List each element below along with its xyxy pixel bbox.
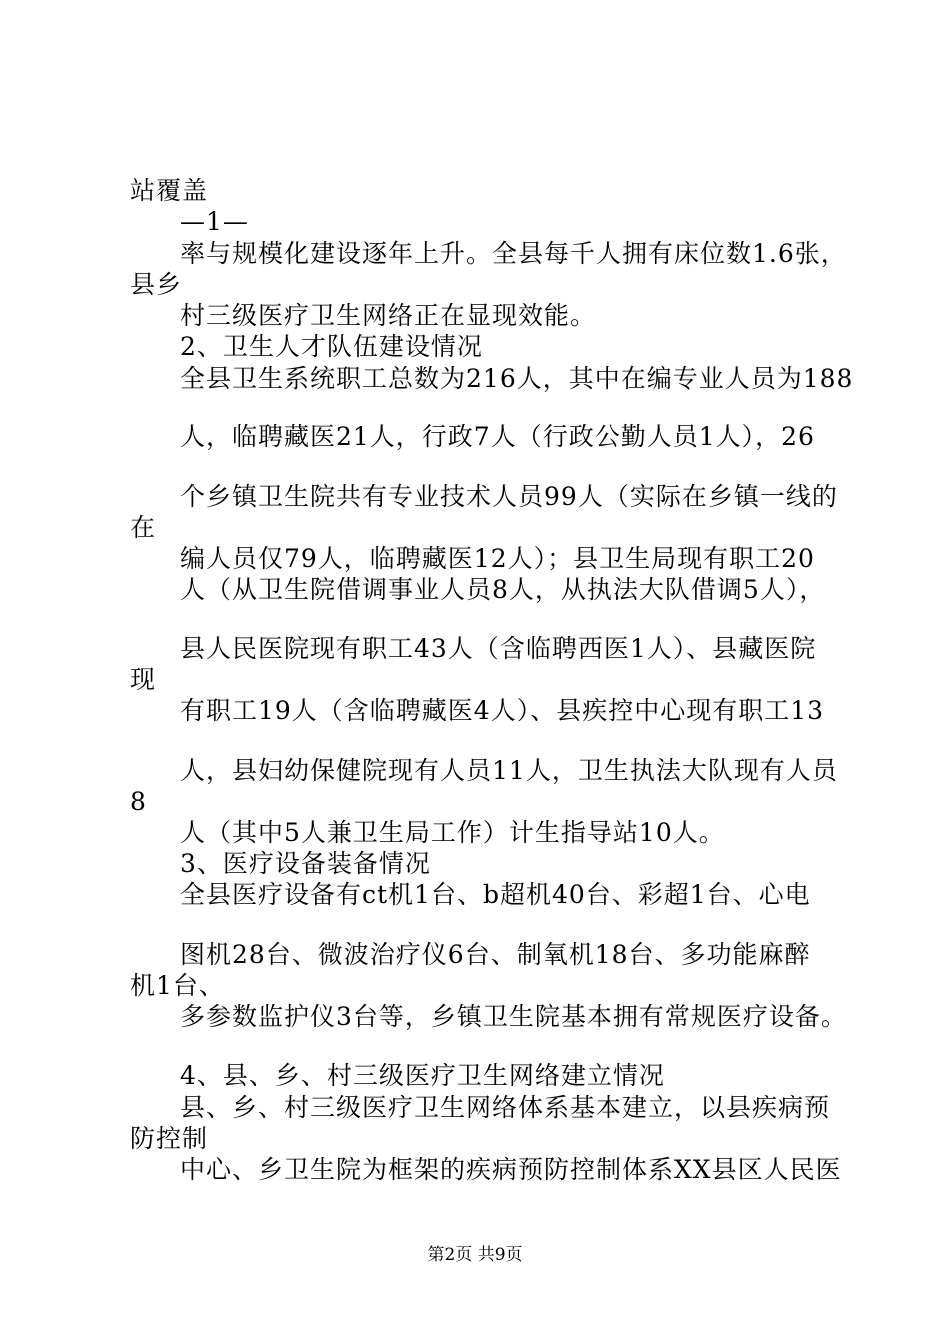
text-line: 个乡镇卫生院共有专业技术人员99人（实际在乡镇一线的 — [180, 482, 838, 511]
text-line: 人，临聘藏医21人，行政7人（行政公勤人员1人），26 — [180, 422, 815, 451]
text-line: 多参数监护仪3台等，乡镇卫生院基本拥有常规医疗设备。 — [180, 1002, 847, 1031]
text-line: 人，县妇幼保健院现有人员11人，卫生执法大队现有人员 — [180, 756, 838, 785]
text-line: 率与规模化建设逐年上升。全县每千人拥有床位数1.6张， — [180, 239, 847, 268]
text-line: 全县医疗设备有ct机1台、b超机40台、彩超1台、心电 — [180, 880, 811, 909]
text-line: 县乡 — [130, 270, 183, 299]
text-line: 机1台、 — [130, 971, 225, 1000]
section-heading: 3、医疗设备装备情况 — [180, 849, 431, 878]
section-heading: 4、县、乡、村三级医疗卫生网络建立情况 — [180, 1061, 665, 1090]
text-line: 图机28台、微波治疗仪6台、制氧机18台、多功能麻醉 — [180, 940, 811, 969]
text-line: 全县卫生系统职工总数为216人，其中在编专业人员为188 — [180, 364, 854, 393]
text-line: 防控制 — [130, 1124, 209, 1153]
text-line: 人（其中5人兼卫生局工作）计生指导站10人。 — [180, 818, 725, 847]
text-line: 人（从卫生院借调事业人员8人，从执法大队借调5人）， — [180, 575, 826, 604]
text-line: 中心、乡卫生院为框架的疾病预防控制体系XX县区人民医 — [180, 1155, 842, 1184]
text-line: 县人民医院现有职工43人（含临聘西医1人）、县藏医院 — [180, 634, 817, 663]
page-number-marker: —1— — [180, 207, 249, 236]
text-line: 8 — [130, 787, 147, 816]
text-line: 站覆盖 — [130, 176, 209, 205]
section-heading: 2、卫生人才队伍建设情况 — [180, 332, 483, 361]
text-line: 编人员仅79人，临聘藏医12人）；县卫生局现有职工20 — [180, 544, 815, 573]
text-line: 村三级医疗卫生网络正在显现效能。 — [180, 301, 597, 330]
text-line: 有职工19人（含临聘藏医4人）、县疾控中心现有职工13 — [180, 696, 825, 725]
page-footer: 第2页 共9页 — [427, 1245, 523, 1265]
text-line: 在 — [130, 513, 157, 542]
text-line: 现 — [130, 665, 157, 694]
text-line: 县、乡、村三级医疗卫生网络体系基本建立，以县疾病预 — [180, 1093, 831, 1122]
